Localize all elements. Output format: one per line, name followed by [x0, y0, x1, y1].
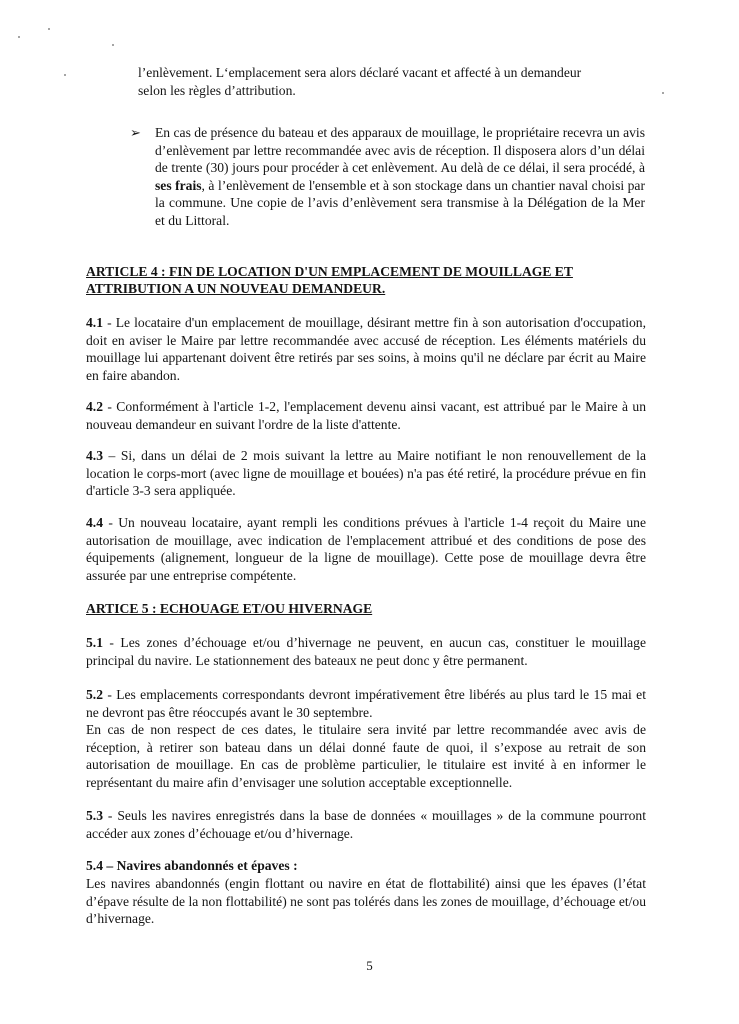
paragraph-5-3	[86, 807, 646, 842]
paragraph-5-4: Les navires abandonnés (engin flottant ou navire en état de flottabilité) ainsi que les épaves (l’état d’épave résulte de la non flottabilité) ne sont pas tolérés dans les zones de mouillage, d’échouage et/ou d’hivernage.	[86, 876, 646, 926]
paragraph-text: - Seuls les navires enregistrés dans la base de données « mouillages » de la commune pourront accéder aux zones d’échouage et/ou d’hivernage.	[86, 808, 646, 841]
paragraph-number: 4.4	[86, 515, 103, 530]
paragraph-number: 5.2	[86, 687, 103, 702]
scan-speck	[18, 36, 20, 38]
paragraph-text: - Les emplacements correspondants devront impérativement être libérés au plus tard le 15 mai et ne devront pas être réoccupés avant le 30 septembre.	[86, 687, 646, 720]
arrow-bullet-icon: ➢	[130, 125, 141, 140]
bullet-text-part1: En cas de présence du bateau et des apparaux de mouillage, le propriétaire recevra un avis d’enlèvement par lettre recommandée avec avis de réception. Il disposera alors d’un délai de trente (30) jours pour procéder à cet enlèvement. Au delà de ce délai, il sera procédé, à	[155, 125, 645, 175]
paragraph-text: - Le locataire d'un emplacement de mouillage, désirant mettre fin à son autorisation d'occupation, doit en aviser le Maire par lettre recommandée avec accusé de réception. Les éléments matériels du mouillage lui appartenant doivent être retirés par ses soins, à moins qu'il ne déclare par écrit au Maire en faire abandon.	[86, 315, 646, 383]
paragraph-4-3	[86, 447, 646, 500]
paragraph-5-2-continued: En cas de non respect de ces dates, le titulaire sera invité par lettre recommandée avec avis de réception, à retirer son bateau dans un délai donné faute de quoi, il s’expose au retrait de son autorisation de mouillage. En cas de problème particulier, le titulaire est invité à en informer le représentant du maire afin d’envisager une solution acceptable exceptionnelle.	[86, 722, 646, 790]
paragraph-text: – Si, dans un délai de 2 mois suivant la lettre au Maire notifiant le non renouvellement de la location le corps-mort (avec ligne de mouillage et bouées) n'a pas été retiré, la procédure prévue en fin d'article 3-3 sera appliquée.	[86, 448, 646, 498]
paragraph-number: 4.3	[86, 448, 103, 463]
page-number: 5	[366, 958, 373, 973]
paragraph-5-2	[86, 686, 646, 721]
intro-line-2: selon les règles d’attribution.	[138, 83, 296, 98]
bullet-paragraph	[155, 124, 645, 229]
paragraph-number: 4.1	[86, 315, 103, 330]
bullet-text-bold: ses frais	[155, 177, 202, 193]
scan-speck	[64, 74, 66, 76]
paragraph-number: 5.3	[86, 808, 103, 823]
bullet-text-part2: , à l’enlèvement de l'ensemble et à son stockage dans un chantier naval choisi par la commune. Une copie de l’avis d’enlèvement sera transmise à la Délégation de la Mer et du Littoral.	[155, 177, 645, 228]
article-4-heading-line-2: ATTRIBUTION A UN NOUVEAU DEMANDEUR.	[86, 281, 386, 296]
scan-speck	[112, 44, 114, 46]
paragraph-5-4-heading: 5.4 – Navires abandonnés et épaves :	[86, 858, 298, 873]
paragraph-4-2	[86, 398, 646, 433]
paragraph-4-4	[86, 514, 646, 584]
scan-speck	[48, 28, 50, 30]
article-5-heading: ARTICE 5 : ECHOUAGE ET/OU HIVERNAGE	[86, 601, 373, 616]
article-4-heading-line-1: ARTICLE 4 : FIN DE LOCATION D'UN EMPLACEMENT DE MOUILLAGE ET	[86, 264, 573, 279]
paragraph-text: - Un nouveau locataire, ayant rempli les conditions prévues à l'article 1-4 reçoit du Maire une autorisation de mouillage, avec indication de l'emplacement attribué et des conditions de pose des équipements (alignement, longueur de la ligne de mouillage). Cette pose de mouillage devra être assurée par une entreprise compétente.	[86, 515, 646, 583]
paragraph-4-1	[86, 314, 646, 384]
paragraph-5-1	[86, 634, 646, 669]
paragraph-text: - Conformément à l'article 1-2, l'emplacement devenu ainsi vacant, est attribué par le Maire à un nouveau demandeur en suivant l'ordre de la liste d'attente.	[86, 399, 646, 432]
paragraph-text: - Les zones d’échouage et/ou d’hivernage ne peuvent, en aucun cas, constituer le mouillage principal du navire. Le stationnement des bateaux ne peut donc y être permanent.	[86, 635, 646, 668]
scan-speck	[662, 92, 664, 94]
paragraph-number: 4.2	[86, 399, 103, 414]
paragraph-number: 5.1	[86, 635, 103, 650]
intro-line-1: l’enlèvement. L‘emplacement sera alors déclaré vacant et affecté à un demandeur	[138, 65, 582, 80]
